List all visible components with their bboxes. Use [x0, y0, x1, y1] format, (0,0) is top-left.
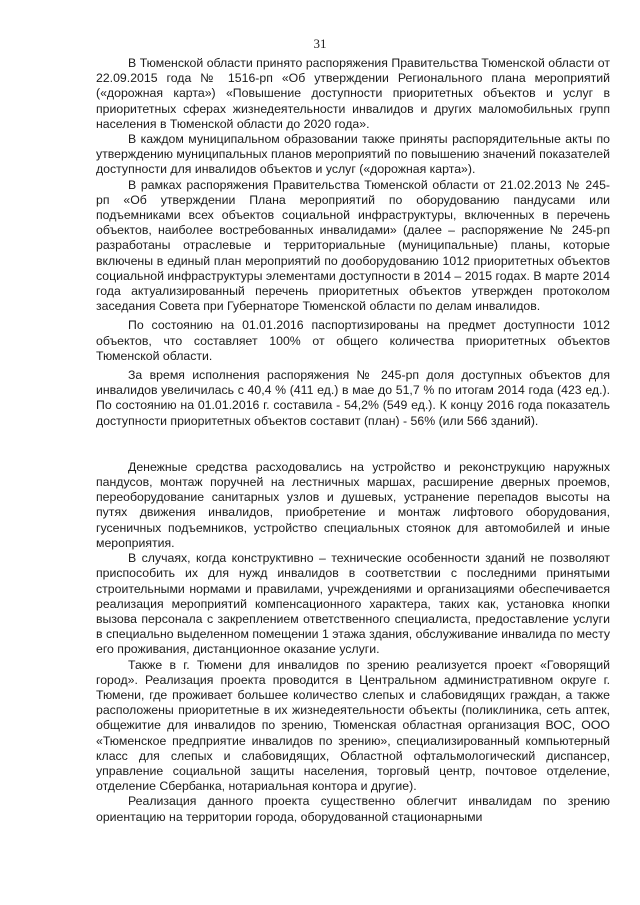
paragraph-order-245: В рамках распоряжения Правительства Тюменской области от 21.02.2013 № 245-рп «Об утверждении Плана мероприятий по оборудованию пандусами или подъемниками всех объектов социальной инфраструктуры, включенных в перечень объектов, наиболее востребованных инвалидами» (далее – распоряжение № 245-рп разработаны отраслевые и территориальные (муниципальные) планы, которые включены в единый план мероприятий по дооборудованию 1012 приоритетных объектов социальной инфраструктуры элементами доступности в 2014 – 2015 годах. В марте 2014 года актуализированный перечень приоритетных объектов утвержден протоколом заседания Совета при Губернаторе Тюменской области по делам инвалидов.: [96, 177, 610, 314]
page-number: 31: [313, 36, 327, 51]
paragraph-talking-city: Также в г. Тюмени для инвалидов по зрению реализуется проект «Говорящий город». Реализация проекта проводится в Центральном административном округе г. Тюмени, где проживает большее количество слепых и слабовидящих граждан, а также расположены приоритетные в их жизнедеятельности объекты (поликлиника, сеть аптек, общежитие для инвалидов по зрению, Тюменская областная организация ВОС, ООО «Тюменское предприятие инвалидов по зрению», специализированный компьютерный класс для слепых и слабовидящих, Областной офтальмологический диспансер, управление социальной защиты населения, торговый центр, почтовое отделение, отделение Сбербанка, нотариальная контора и другие).: [96, 657, 610, 794]
paragraph-municipal-plans: В каждом муниципальном образовании также приняты распорядительные акты по утверждению муниципальных планов мероприятий по повышению значений показателей доступности для инвалидов объектов и услуг («дорожная карта»).: [96, 132, 610, 177]
paragraph-certification: По состоянию на 01.01.2016 паспортизированы на предмет доступности 1012 объектов, что составляет 100% от общего количества приоритетных объектов Тюменской области.: [96, 318, 610, 363]
paragraph-funds: Денежные средства расходовались на устройство и реконструкцию наружных пандусов, монтаж поручней на лестничных маршах, расширение дверных проемов, переоборудование санитарных узлов и душевых, устранение перепадов высоты на путях движения инвалидов, приобретение и монтаж лифтового оборудования, гусеничных подъемников, устройство специальных стоянок для автомобилей и иные мероприятия.: [96, 459, 610, 550]
paragraph-regional-plan: В Тюменской области принято распоряжения Правительства Тюменской области от 22.09.2015 года № 1516-рп «Об утверждении Регионального плана мероприятий («дорожная карта») «Повышение доступности приоритетных объектов и услуг в приоритетных сферах жизнедеятельности инвалидов и других маломобильных групп населения в Тюменской области до 2020 года».: [96, 56, 610, 131]
paragraph-project-benefit: Реализация данного проекта существенно облегчит инвалидам по зрению ориентацию на территории города, оборудованной стационарными: [96, 794, 610, 824]
paragraph-compensation: В случаях, когда конструктивно – технические особенности зданий не позволяют приспособить их для нужд инвалидов в соответствии с последними принятыми строительными нормами и правилами, учреждениями и организациями обеспечивается реализация мероприятий компенсационного характера, таких как, установка кнопки вызова персонала с закреплением ответственного специалиста, предоставление услуги в специально выделенном помещении 1 этажа здания, обслуживание инвалида по месту его проживания, дистанционное оказание услуги.: [96, 551, 610, 657]
document-body: [96, 56, 610, 825]
paragraph-accessibility-share: За время исполнения распоряжения № 245-рп доля доступных объектов для инвалидов увеличилась с 40,4 % (411 ед.) в мае до 51,7 % по итогам 2014 года (423 ед.). По состоянию на 01.01.2016 г. составила - 54,2% (549 ед.). К концу 2016 года показатель доступности приоритетных объектов составит (план) - 56% (или 566 зданий).: [96, 368, 610, 428]
